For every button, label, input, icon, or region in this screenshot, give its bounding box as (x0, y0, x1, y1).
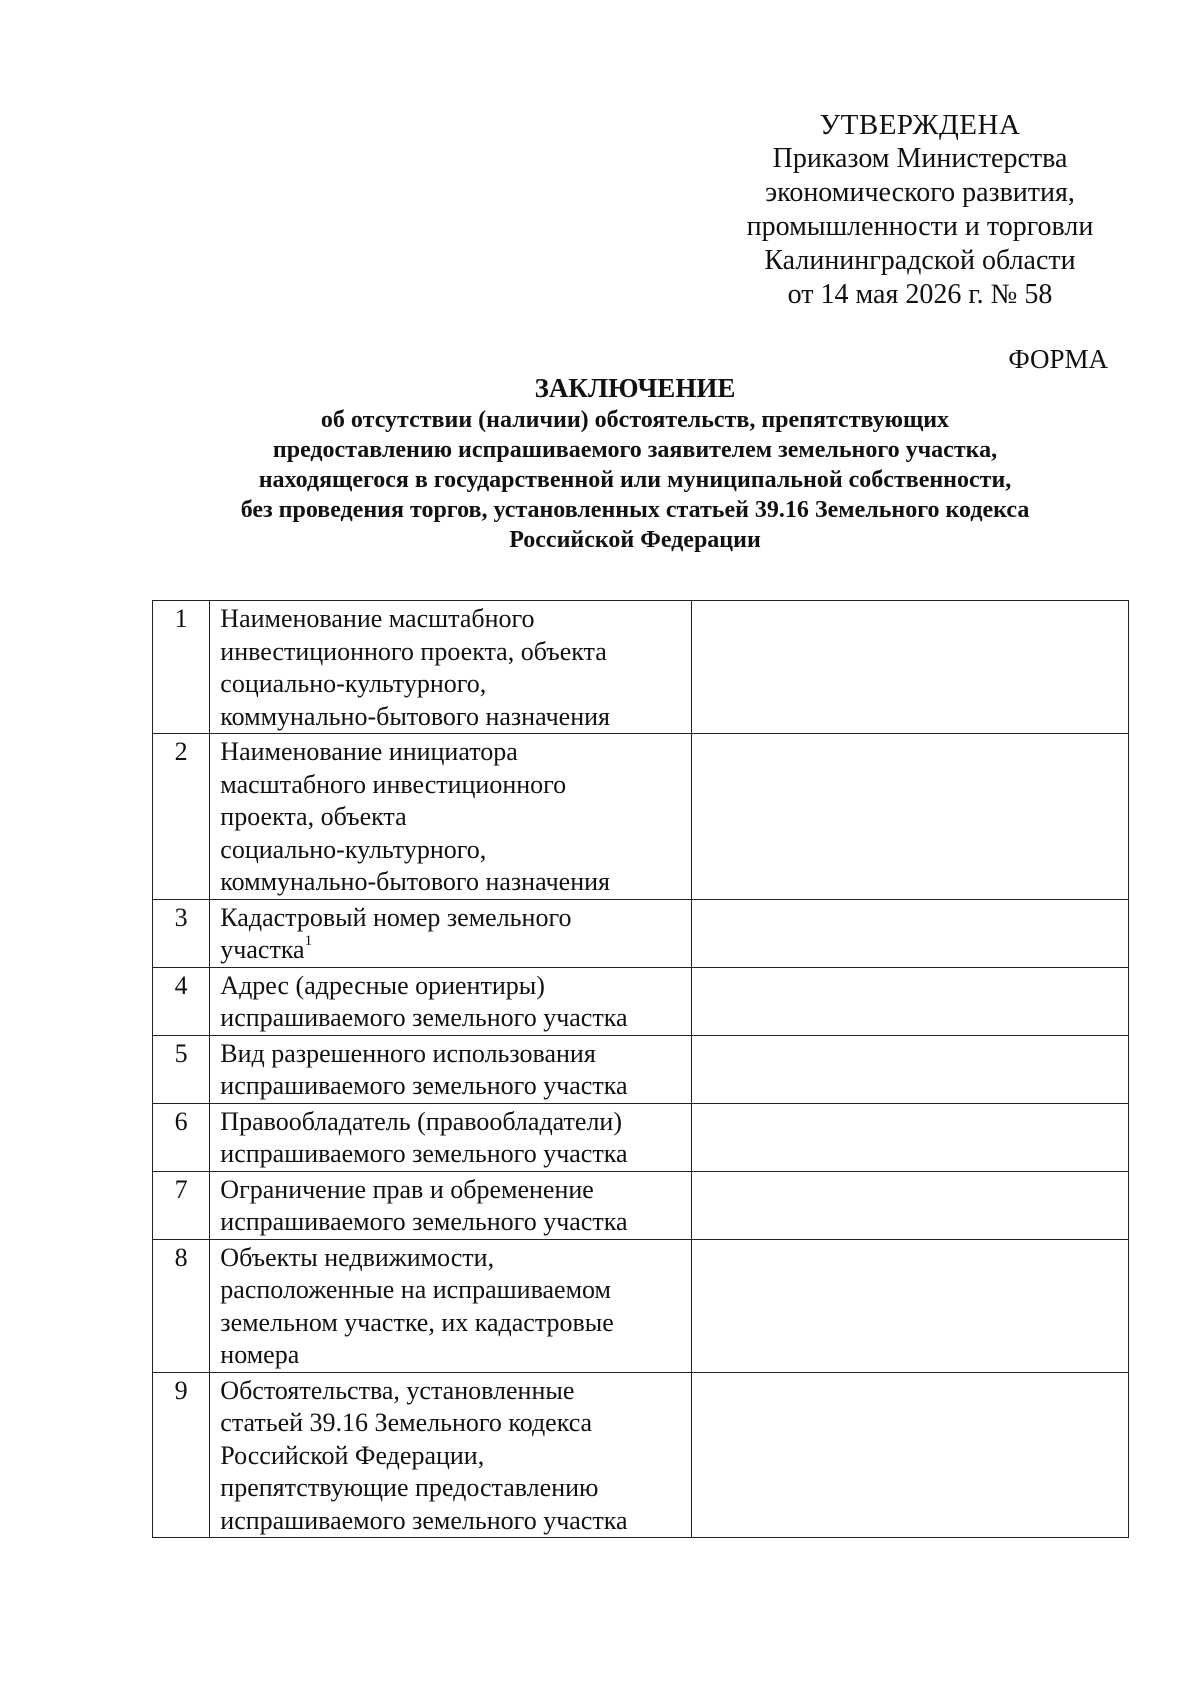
row-label: Адрес (адресные ориентиры) испрашиваемого земельного участка (210, 967, 692, 1035)
conclusion-form-table (152, 600, 1129, 1538)
row-label: Ограничение прав и обременение испрашиваемого земельного участка (210, 1171, 692, 1239)
table-row (153, 967, 1129, 1035)
table-row (153, 734, 1129, 900)
row-number: 3 (153, 899, 210, 967)
row-value-cell[interactable] (692, 1239, 1129, 1372)
document-heading (100, 372, 1170, 555)
approval-line: Приказом Министерства (772, 143, 1068, 174)
row-number: 4 (153, 967, 210, 1035)
form-label: ФОРМА (1008, 344, 1108, 374)
row-number: 5 (153, 1035, 210, 1103)
row-label-text: Кадастровый номер земельного участка (220, 902, 572, 964)
row-number: 2 (153, 734, 210, 900)
table-row (153, 1103, 1129, 1171)
approval-line: промышленности и торговли (746, 211, 1094, 242)
document-subtitle-line: предоставлению испрашиваемого заявителем земельного участка, (272, 437, 998, 463)
row-value-cell[interactable] (692, 967, 1129, 1035)
row-value-cell[interactable] (692, 1103, 1129, 1171)
table-row (153, 1171, 1129, 1239)
approval-line: экономического развития, (765, 177, 1075, 208)
table-row (153, 899, 1129, 967)
approval-line: Калининградской области (764, 245, 1076, 276)
table-row (153, 601, 1129, 734)
row-label: Вид разрешенного использования испрашиваемого земельного участка (210, 1035, 692, 1103)
footnote-marker: 1 (304, 933, 313, 950)
row-number: 6 (153, 1103, 210, 1171)
row-value-cell[interactable] (692, 601, 1129, 734)
row-value-cell[interactable] (692, 1171, 1129, 1239)
row-label: Обстоятельства, установленные статьей 39.16 Земельного кодекса Российской Федерации, препятствующие предоставлению испрашиваемого земельного участка (210, 1372, 692, 1538)
table-row (153, 1035, 1129, 1103)
row-number: 7 (153, 1171, 210, 1239)
document-subtitle-line: об отсутствии (наличии) обстоятельств, препятствующих (320, 407, 950, 433)
row-label: Правообладатель (правообладатели) испрашиваемого земельного участка (210, 1103, 692, 1171)
document-subtitle-line: без проведения торгов, установленных статьей 39.16 Земельного кодекса (240, 497, 1030, 523)
document-subtitle-line: Российской Федерации (509, 527, 761, 553)
row-value-cell[interactable] (692, 899, 1129, 967)
row-label: Наименование масштабного инвестиционного проекта, объекта социально-культурного, коммунально-бытового назначения (210, 601, 692, 734)
row-number: 1 (153, 601, 210, 734)
row-number: 9 (153, 1372, 210, 1538)
approval-date-number: от 14 мая 2026 г. № 58 (787, 279, 1053, 310)
document-title: ЗАКЛЮЧЕНИЕ (534, 373, 736, 403)
row-label (210, 899, 692, 967)
row-number: 8 (153, 1239, 210, 1372)
row-value-cell[interactable] (692, 1035, 1129, 1103)
approval-stamp-block (740, 108, 1100, 312)
table-row (153, 1239, 1129, 1372)
row-label: Наименование инициатора масштабного инвестиционного проекта, объекта социально-культурного, коммунально-бытового назначения (210, 734, 692, 900)
row-label: Объекты недвижимости, расположенные на испрашиваемом земельном участке, их кадастровые номера (210, 1239, 692, 1372)
document-subtitle-line: находящегося в государственной или муниципальной собственности, (258, 467, 1012, 493)
row-value-cell[interactable] (692, 1372, 1129, 1538)
row-value-cell[interactable] (692, 734, 1129, 900)
approval-title: УТВЕРЖДЕНА (819, 109, 1021, 141)
table-row (153, 1372, 1129, 1538)
